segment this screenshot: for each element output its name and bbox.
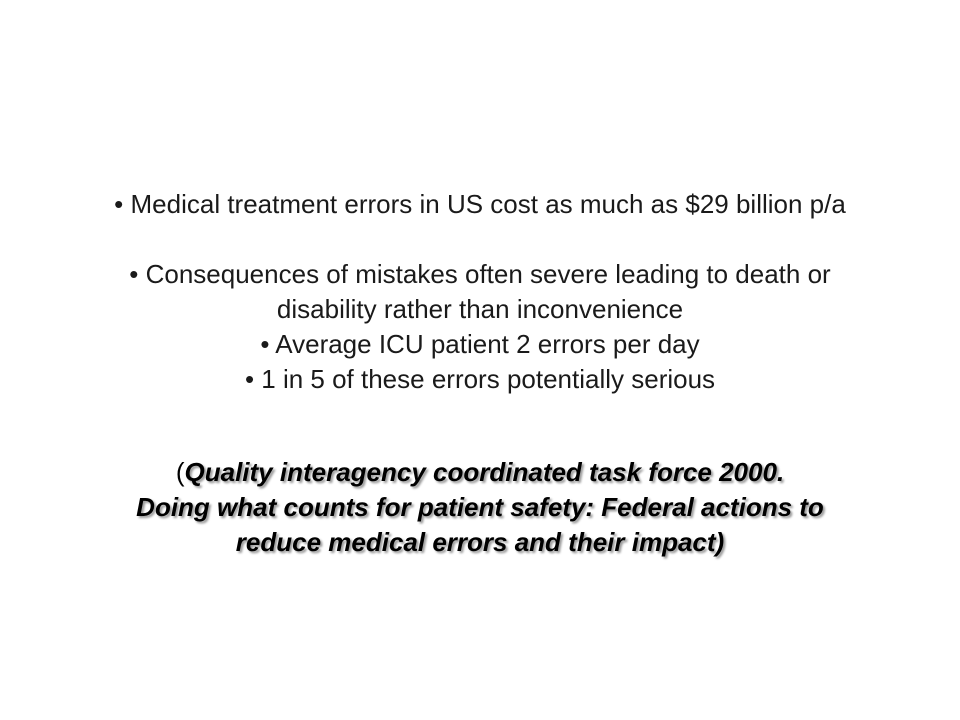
citation-line-1-text: Quality interagency coordinated task force 2000. bbox=[184, 457, 785, 487]
citation-line-2: Doing what counts for patient safety: Federal actions to bbox=[136, 492, 824, 522]
bullet-gap bbox=[0, 222, 960, 257]
bullet-consequences: • Consequences of mistakes often severe leading to death or bbox=[129, 259, 831, 289]
citation bbox=[0, 455, 960, 560]
bullet-consequences-continued: disability rather than inconvenience bbox=[276, 294, 684, 324]
bullet-icu-errors: • Average ICU patient 2 errors per day bbox=[260, 329, 700, 359]
citation-open-paren: ( bbox=[175, 457, 185, 487]
bullet-list bbox=[0, 187, 960, 397]
bullet-serious-errors: • 1 in 5 of these errors potentially serious bbox=[244, 364, 716, 394]
citation-line-3: reduce medical errors and their impact) bbox=[235, 527, 725, 557]
citation-line-1 bbox=[0, 455, 960, 490]
bullet-cost: • Medical treatment errors in US cost as much as $29 billion p/a bbox=[114, 189, 846, 219]
